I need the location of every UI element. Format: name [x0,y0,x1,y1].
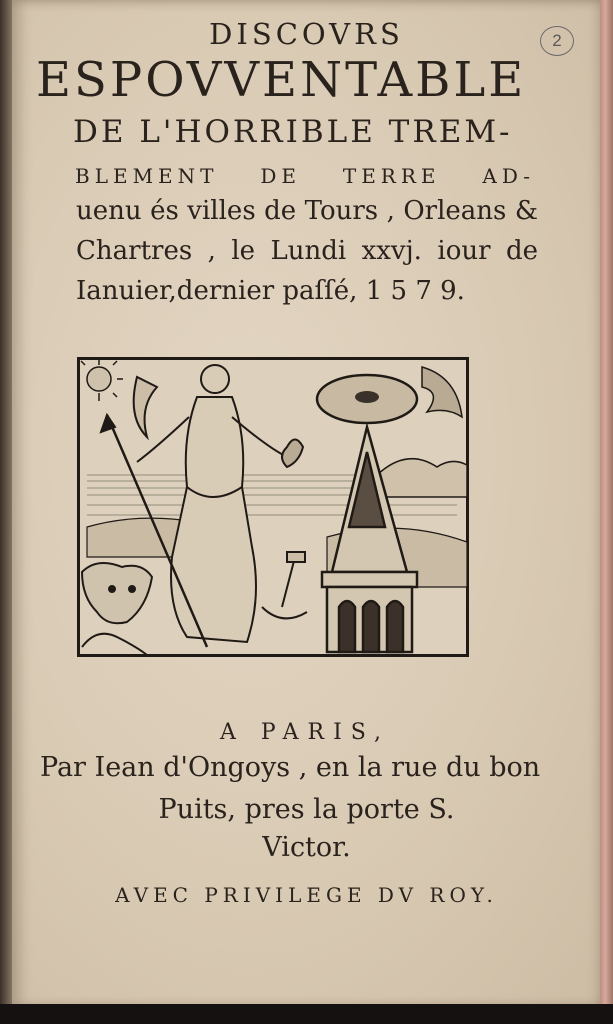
imprint-line-1: Par Iean d'Ongoys , en la rue du bon [40,752,541,783]
imprint-line-2: Puits, pres la porte S. [158,794,455,825]
title-line-1: DISCOVRS [209,17,404,51]
woodcut-illustration [77,357,469,657]
body-line-1: uenu és villes de Tours , Orleans & [76,196,538,226]
royal-privilege: AVEC PRIVILEGE DV ROY. [115,883,498,907]
imprint-place: A PARIS, [219,720,391,745]
page-number: 2 [540,26,574,56]
body-line-3: Ianuier,dernier paſſé, 1 5 7 9. [76,276,465,306]
title-line-3: DE L'HORRIBLE TREM- [73,114,513,150]
body-line-2: Chartres , le Lundi xxvj. iour de [76,236,538,266]
imprint-line-3: Victor. [262,832,351,863]
title-line-2: ESPOVVENTABLE [36,52,527,108]
title-line-4: BLEMENT DE TERRE AD- [75,164,535,188]
bottom-edge [0,1004,613,1024]
